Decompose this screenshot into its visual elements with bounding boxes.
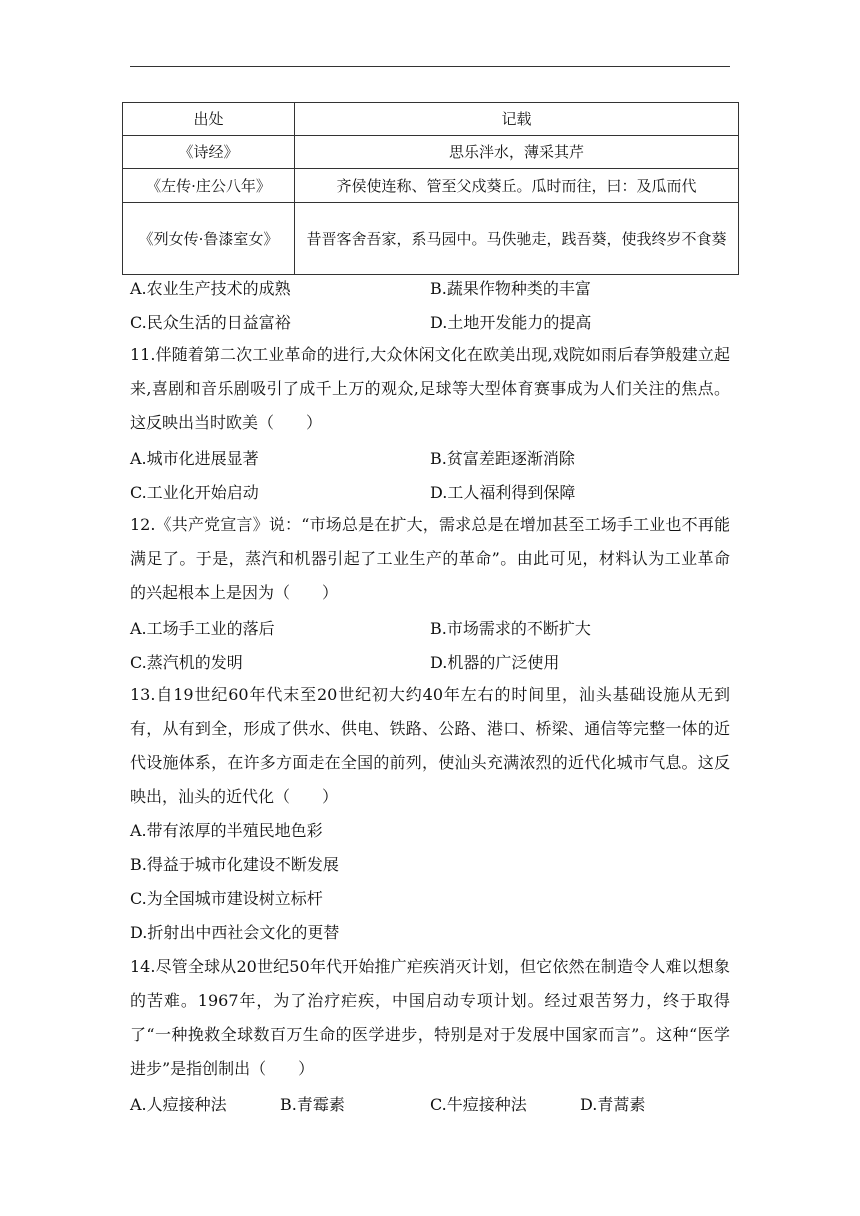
question-13-text: 13.自19世纪60年代末至20世纪初大约40年左右的时间里，汕头基础设施从无到有，从有到全，形成了供水、供电、铁路、公路、港口、桥梁、通信等完整一体的近代设施体系，在许多方面走在全国的前列，使汕头充满浓烈的近代化城市气息。这反映出，汕头的近代化（ ） xyxy=(130,685,730,806)
option-c: C.蒸汽机的发明 xyxy=(130,652,243,672)
question-10-options xyxy=(130,270,730,338)
option-b: B.蔬果作物种类的丰富 xyxy=(430,278,591,298)
source-table xyxy=(122,102,739,275)
table-cell-source: 《左传·庄公八年》 xyxy=(123,169,295,203)
option-b: B.得益于城市化建设不断发展 xyxy=(130,855,339,874)
question-14-text: 14.尽管全球从20世纪50年代开始推广疟疾消灭计划，但它依然在制造令人难以想象的苦难。1967年，为了治疗疟疾，中国启动专项计划。经过艰苦努力，终于取得了“一种挽救全球数百万生命的医学进步，特别是对于发展中国家而言”。这种“医学进步”是指创制出（ ） xyxy=(130,957,730,1078)
question-12-text: 12.《共产党宣言》说：“市场总是在扩大，需求总是在增加甚至工场手工业也不再能满足了。于是，蒸汽和机器引起了工业生产的革命”。由此可见，材料认为工业革命的兴起根本上是因为（ ） xyxy=(130,515,730,602)
option-c: C.工业化开始启动 xyxy=(130,482,259,502)
option-c: C.牛痘接种法 xyxy=(430,1094,527,1114)
question-list xyxy=(130,270,730,1120)
question-14 xyxy=(130,950,730,1120)
option-d: D.青蒿素 xyxy=(580,1094,646,1114)
table-header-cell: 出处 xyxy=(123,103,295,136)
option-a: A.工场手工业的落后 xyxy=(130,618,275,638)
option-b: B.市场需求的不断扩大 xyxy=(430,618,591,638)
table-cell-record: 齐侯使连称、管至父戍葵丘。瓜时而往，曰：及瓜而代 xyxy=(295,169,739,203)
option-a: A.人痘接种法 xyxy=(130,1094,227,1114)
option-d: D.折射出中西社会文化的更替 xyxy=(130,923,340,942)
question-12 xyxy=(130,508,730,678)
table-cell-record: 思乐泮水，薄采其芹 xyxy=(295,136,739,169)
option-c: C.为全国城市建设树立标杆 xyxy=(130,889,323,908)
table-row xyxy=(123,169,739,203)
table-row xyxy=(123,136,739,169)
table-cell-source: 《诗经》 xyxy=(123,136,295,169)
table-header-row xyxy=(123,103,739,136)
table-cell-source: 《列女传·鲁漆室女》 xyxy=(123,203,295,275)
header-rule xyxy=(130,66,730,67)
question-11 xyxy=(130,338,730,508)
question-13 xyxy=(130,678,730,950)
option-d: D.土地开发能力的提高 xyxy=(430,312,592,332)
option-b: B.贫富差距逐渐消除 xyxy=(430,448,575,468)
question-11-text: 11.伴随着第二次工业革命的进行,大众休闲文化在欧美出现,戏院如雨后春笋般建立起来,喜剧和音乐剧吸引了成千上万的观众,足球等大型体育赛事成为人们关注的焦点。这反映出当时欧美（ ） xyxy=(130,345,730,432)
option-d: D.工人福利得到保障 xyxy=(430,482,576,502)
option-a: A.农业生产技术的成熟 xyxy=(130,278,291,298)
table-cell-record: 昔晋客舍吾家，系马园中。马佚驰走，践吾葵，使我终岁不食葵 xyxy=(295,203,739,275)
option-d: D.机器的广泛使用 xyxy=(430,652,560,672)
table-row xyxy=(123,203,739,275)
option-c: C.民众生活的日益富裕 xyxy=(130,312,291,332)
option-a: A.带有浓厚的半殖民地色彩 xyxy=(130,821,323,840)
option-b: B.青霉素 xyxy=(280,1094,345,1114)
table-header-cell: 记载 xyxy=(295,103,739,136)
option-a: A.城市化进展显著 xyxy=(130,448,259,468)
